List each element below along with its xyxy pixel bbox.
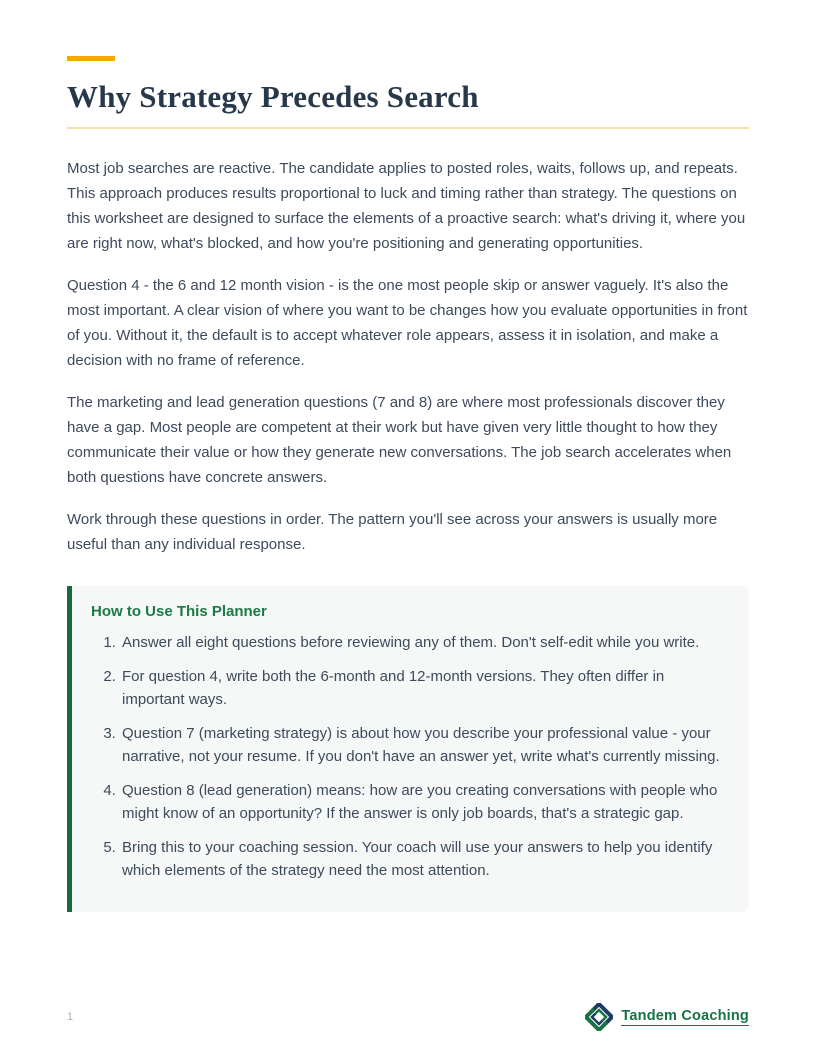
intro-paragraph: Work through these questions in order. The pattern you'll see across your answers is usually more useful than any individual response. (67, 511, 718, 554)
intro-paragraph: The marketing and lead generation questions (7 and 8) are where most professionals discover they have a gap. Most people are competent at their work but have given very little thought to how they communicate their value or how they generate new conversations. The job search accelerates when both questions have concrete answers. (67, 394, 732, 487)
intro-paragraph: Question 4 - the 6 and 12 month vision - is the one most people skip or answer vaguely. It's also the most important. A clear vision of where you want to be changes how you evaluate opportunities in front of you. Without it, the default is to accept whatever role appears, assess it in isolation, and make a decision with no frame of reference. (67, 277, 748, 370)
callout-instruction-item: 2. For question 4, write both the 6-month and 12-month versions. They often differ in important ways. (120, 665, 725, 711)
page-number: 1 (67, 1011, 74, 1023)
title-rule (67, 127, 749, 129)
intro-paragraphs (67, 156, 749, 557)
title-accent-bar (67, 56, 115, 61)
how-to-use-callout (67, 586, 749, 912)
brand-logo (585, 1003, 749, 1031)
callout-instruction-item: 5. Bring this to your coaching session. Your coach will use your answers to help you identify which elements of the strategy need the most attention. (120, 836, 725, 882)
callout-instruction-item: 1. Answer all eight questions before reviewing any of them. Don't self-edit while you write. (120, 631, 725, 654)
brand-name: Tandem Coaching (621, 1008, 749, 1024)
tandem-diamond-icon (585, 1003, 613, 1031)
callout-instruction-item: 3. Question 7 (marketing strategy) is about how you describe your professional value - your narrative, not your resume. If you don't have an answer yet, write what's currently missing. (120, 722, 725, 768)
page-footer (67, 1003, 749, 1031)
callout-title: How to Use This Planner (91, 603, 267, 621)
page-title: Why Strategy Precedes Search (67, 79, 479, 114)
callout-instruction-item: 4. Question 8 (lead generation) means: how are you creating conversations with people who might know of an opportunity? If the answer is only job boards, that's a strategic gap. (120, 779, 725, 825)
callout-instructions-list (91, 631, 725, 882)
intro-paragraph: Most job searches are reactive. The candidate applies to posted roles, waits, follows up, and repeats. This approach produces results proportional to luck and timing rather than strategy. The questions on this worksheet are designed to surface the elements of a proactive search: what's driving it, where you are right now, what's blocked, and how you're positioning and generating opportunities. (67, 160, 746, 253)
